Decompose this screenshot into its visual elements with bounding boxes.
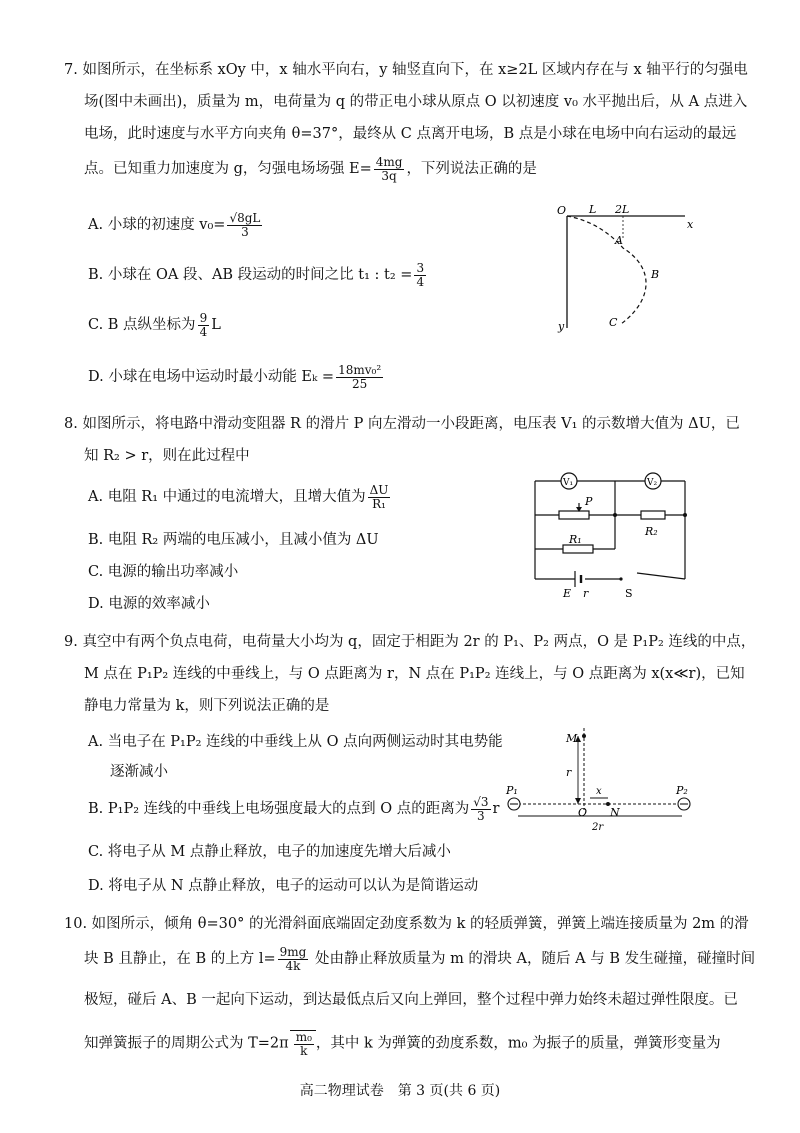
fraction-denominator: k (300, 1043, 308, 1058)
p2-label: P₂ (676, 784, 688, 797)
p1-label: P₁ (506, 784, 518, 797)
q7-line-1: 7. 如图所示，在坐标系 xOy 中，x 轴水平向右，y 轴竖直向下，在 x≥2L 区域内存在与 x 轴平行的匀强电 (64, 62, 748, 78)
q8-line-2: 知 R₂ > r，则在此过程中 (84, 448, 250, 464)
fraction-numerator: 4mg (375, 155, 403, 169)
q9-option-a-line-2: 逐渐减小 (110, 764, 168, 780)
q10-distance-fraction (278, 946, 309, 972)
internal-r-label: r (583, 587, 589, 600)
q7-field-fraction (374, 156, 405, 182)
q8-line-1: 8. 如图所示，将电路中滑动变阻器 R 的滑片 P 向左滑动一小段距离，电压表 V₁ 的示数增大值为 ΔU，已 (64, 416, 740, 432)
switch-label: S (625, 587, 633, 600)
q10-line-3: 极短，碰后 A、B 一起向下运动，到达最低点后又向上弹回，整个过程中弹力始终未超过弹性限度。已 (84, 992, 738, 1008)
q9-charges-figure (500, 720, 700, 840)
point-a-label: A (615, 234, 623, 247)
q9-option-c: C. 将电子从 M 点静止释放，电子的加速度先增大后减小 (88, 844, 451, 860)
option-text-post: L (211, 317, 221, 334)
q10-line-4 (84, 1030, 721, 1057)
fraction-denominator: R₁ (372, 496, 386, 511)
q8-option-d: D. 电源的效率减小 (88, 596, 210, 612)
q9-option-d: D. 将电子从 N 点静止释放，电子的运动可以认为是简谐运动 (88, 878, 479, 894)
fraction-numerator: √3 (473, 795, 489, 809)
period-fraction (294, 1031, 314, 1057)
junction-dot-icon (613, 513, 617, 517)
resistor-r1-icon (563, 545, 593, 553)
v1-label: V₁ (563, 478, 574, 488)
fraction-denominator: 3 (477, 808, 485, 823)
origin-label: O (557, 204, 567, 217)
x-axis-label: x (687, 218, 694, 231)
point-m-dot (582, 734, 586, 738)
fraction-denominator: 4 (199, 324, 208, 339)
option-fraction (368, 484, 391, 510)
option-text: B. P₁P₂ 连线的中垂线上电场强度最大的点到 O 点的距离为 (88, 801, 470, 818)
fraction-numerator: √8gL (229, 211, 261, 225)
q8-circuit-figure (525, 465, 695, 605)
switch-pivot-icon (619, 577, 622, 580)
option-fraction (227, 212, 262, 238)
fraction-numerator: 18mv₀² (338, 363, 382, 377)
rheostat-r-icon (559, 511, 589, 519)
fraction-numerator: m₀ (295, 1030, 312, 1044)
x-label: x (596, 786, 602, 797)
q8-option-c: C. 电源的输出功率减小 (88, 564, 239, 580)
r2-label: R₂ (645, 525, 658, 538)
fraction-numerator: ΔU (369, 483, 389, 497)
r1-label: R₁ (569, 533, 582, 546)
q7-trajectory-figure (555, 200, 705, 340)
fraction-numerator: 3 (416, 261, 425, 275)
option-fraction (471, 796, 490, 822)
q8-option-a (88, 484, 392, 510)
fraction-numerator: 9mg (279, 945, 307, 959)
n-label: N (610, 806, 620, 819)
q9-option-a-line-1: A. 当电子在 P₁P₂ 连线的中垂线上从 O 点向两侧运动时其电势能 (88, 734, 503, 750)
y-axis-label: y (558, 320, 565, 333)
q7-option-b (88, 262, 428, 288)
fraction-denominator: 4 (416, 274, 425, 289)
q9-option-b (88, 796, 499, 822)
option-text: B. 小球在 OA 段、AB 段运动的时间之比 t₁ : t₂ = (88, 267, 413, 284)
2r-label: 2r (592, 822, 604, 833)
q7-option-c (88, 312, 221, 338)
option-text: A. 小球的初速度 v₀= (88, 217, 226, 234)
q10-line-2-text-a: 块 B 且静止，在 B 的上方 l= (84, 951, 276, 968)
q9-line-3: 静电力常量为 k，则下列说法正确的是 (84, 698, 330, 714)
page-footer: 高二物理试卷 第 3 页(共 6 页) (299, 1083, 501, 1099)
v2-label: V₂ (647, 478, 658, 488)
q9-line-2: M 点在 P₁P₂ 连线的中垂线上，与 O 点距离为 r，N 点在 P₁P₂ 连线上，与 O 点距离为 x(x≪r)，已知 (84, 666, 745, 682)
trajectory-curve (567, 216, 646, 324)
q10-line-1: 10. 如图所示，倾角 θ=30° 的光滑斜面底端固定劲度系数为 k 的轻质弹簧，弹簧上端连接质量为 2m 的滑 (64, 916, 749, 932)
fraction-numerator: 9 (199, 311, 208, 325)
p-label: P (585, 495, 593, 508)
q10-line-2-text-b: 处由静止释放质量为 m 的滑块 A，随后 A 与 B 发生碰撞，碰撞时间 (310, 951, 756, 968)
option-fraction (414, 262, 426, 288)
sqrt-bar (290, 1030, 316, 1057)
q10-line-4-text-b: ，其中 k 为弹簧的劲度系数，m₀ 为振子的质量，弹簧形变量为 (315, 1035, 721, 1052)
option-fraction (198, 312, 210, 338)
q7-line-4-text-a: 点。已知重力加速度为 g，匀强电场场强 E= (84, 161, 372, 178)
fraction-denominator: 4k (285, 958, 301, 973)
q10-line-2 (84, 946, 755, 972)
junction-dot-icon (683, 513, 687, 517)
option-fraction (336, 364, 383, 390)
option-text-post: r (492, 801, 500, 818)
q7-option-d (88, 364, 385, 390)
point-b-label: B (651, 268, 660, 281)
l-tick-label: L (589, 203, 597, 216)
q7-line-2: 场(图中未画出)，质量为 m，电荷量为 q 的带正电小球从原点 O 以初速度 v₀ 水平抛出后，从 A 点进入 (84, 94, 748, 110)
q10-line-4-text-a: 知弹簧振子的周期公式为 T=2π (84, 1035, 289, 1052)
q7-line-4 (84, 156, 537, 182)
fraction-denominator: 3 (241, 224, 249, 239)
option-text: C. B 点纵坐标为 (88, 317, 196, 334)
emf-label: E (563, 587, 572, 600)
fraction-denominator: 25 (351, 376, 368, 391)
resistor-r2-icon (641, 511, 665, 519)
2l-tick-label: 2L (615, 203, 630, 216)
r-label: r (566, 766, 572, 779)
q8-option-b: B. 电阻 R₂ 两端的电压减小，且减小值为 ΔU (88, 532, 379, 548)
q7-option-a (88, 212, 264, 238)
point-c-label: C (609, 316, 618, 329)
arrow-down-icon (575, 798, 581, 804)
q7-line-4-text-b: ，下列说法正确的是 (406, 161, 537, 178)
o-label: O (578, 806, 588, 819)
fraction-denominator: 3q (381, 168, 397, 183)
q7-line-3: 电场，此时速度与水平方向夹角 θ=37°，最终从 C 点离开电场，B 点是小球在电场中向右运动的最远 (84, 126, 737, 142)
q9-line-1: 9. 真空中有两个负点电荷，电荷量大小均为 q，固定于相距为 2r 的 P₁、P₂ 两点，O 是 P₁P₂ 连线的中点， (64, 634, 756, 650)
option-text: A. 电阻 R₁ 中通过的电流增大，且增大值为 (88, 489, 366, 506)
m-label: M (566, 732, 578, 745)
option-text: D. 小球在电场中运动时最小动能 Eₖ = (88, 369, 335, 386)
